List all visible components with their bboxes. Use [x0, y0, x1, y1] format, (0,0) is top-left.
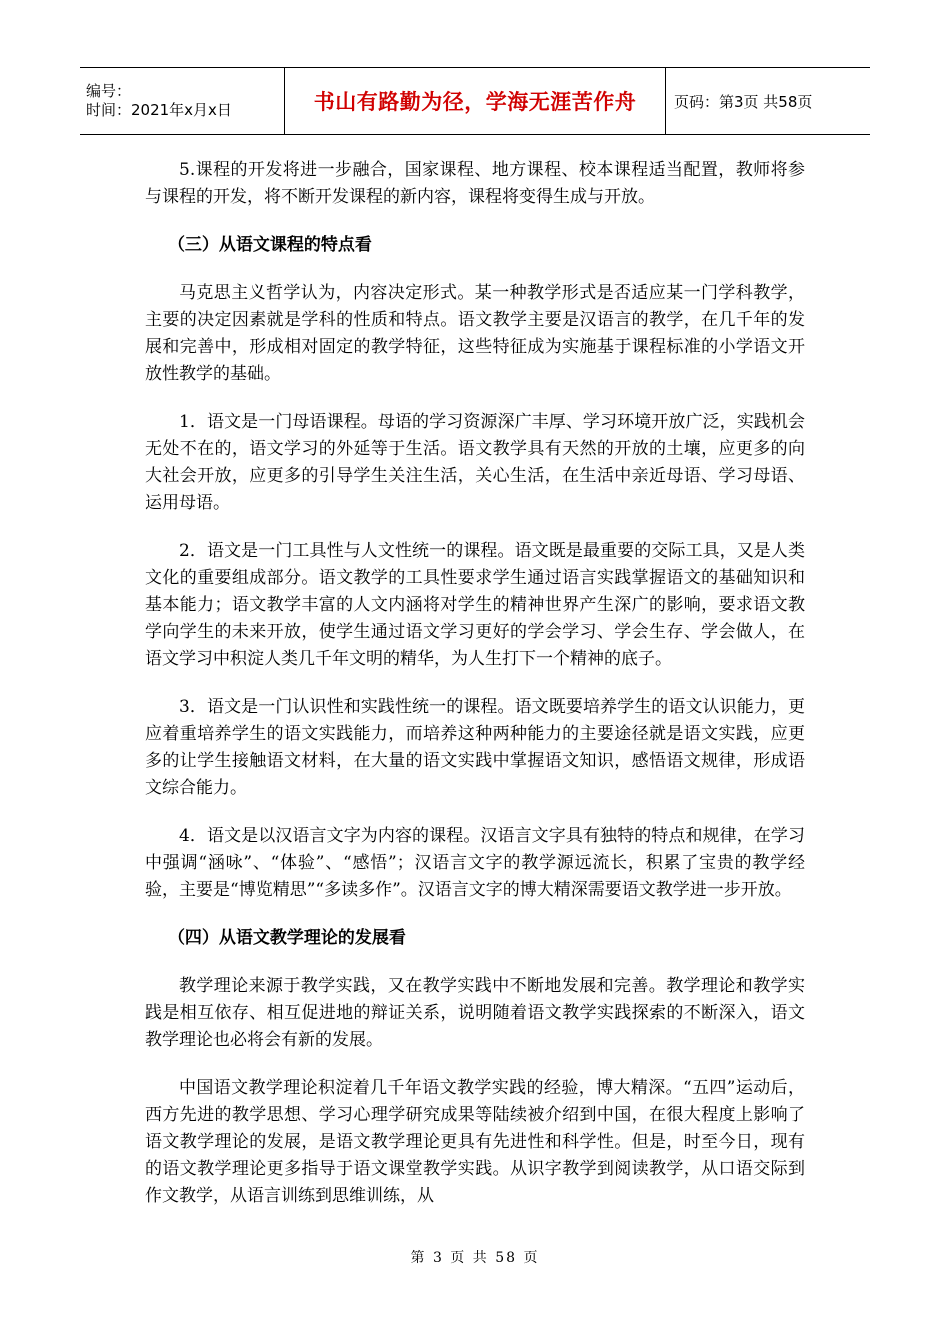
document-body — [145, 157, 805, 1210]
page-footer: 第 3 页 共 58 页 — [410, 1250, 540, 1266]
paragraph-item-1: 1．语文是一门母语课程。母语的学习资源深广丰厚、学习环境开放广泛，实践机会无处不在的，语文学习的外延等于生活。语文教学具有天然的开放的土壤，应更多的向大社会开放，应更多的引导学生关注生活，关心生活，在生活中亲近母语、学习母语、运用母语。 — [145, 412, 805, 513]
header-motto: 书山有路勤为径，学海无涯苦作舟 — [285, 68, 666, 135]
section-heading-3: （三）从语文课程的特点看 — [167, 235, 372, 255]
paragraph-history: 中国语文教学理论积淀着几千年语文教学实践的经验，博大精深。“五四”运动后，西方先进的教学思想、学习心理学研究成果等陆续被介绍到中国，在很大程度上影响了语文教学理论的发展，是语文教学理论更具有先进性和科学性。但是，时至今日，现有的语文教学理论更多指导于语文课堂教学实践。从识字教学到阅读教学，从口语交际到作文教学，从语言训练到思维训练，从 — [145, 1078, 805, 1206]
header-page-number: 页码：第3页 共58页 — [666, 68, 871, 135]
paragraph-5: 5.课程的开发将进一步融合，国家课程、地方课程、校本课程适当配置，教师将参与课程的开发，将不断开发课程的新内容，课程将变得生成与开放。 — [145, 160, 805, 207]
document-number-label: 编号： — [86, 82, 132, 100]
paragraph-intro: 马克思主义哲学认为，内容决定形式。某一种教学形式是否适应某一门学科教学，主要的决定因素就是学科的性质和特点。语文教学主要是汉语言的教学，在几千年的发展和完善中，形成相对固定的教学特征，这些特征成为实施基于课程标准的小学语文开放性教学的基础。 — [145, 283, 805, 384]
document-date-label: 时间：2021年x月x日 — [86, 101, 232, 119]
header-meta-cell — [80, 68, 285, 135]
page-header — [80, 67, 870, 135]
section-heading-4: （四）从语文教学理论的发展看 — [167, 928, 406, 948]
paragraph-item-2: 2．语文是一门工具性与人文性统一的课程。语文既是最重要的交际工具，又是人类文化的重要组成部分。语文教学的工具性要求学生通过语言实践掌握语文的基础知识和基本能力；语文教学丰富的人文内涵将对学生的精神世界产生深广的影响，要求语文教学向学生的未来开放，使学生通过语文学习更好的学会学习、学会生存、学会做人，在语文学习中积淀人类几千年文明的精华，为人生打下一个精神的底子。 — [145, 541, 805, 669]
paragraph-item-3: 3．语文是一门认识性和实践性统一的课程。语文既要培养学生的语文认识能力，更应着重培养学生的语文实践能力，而培养这种两种能力的主要途径就是语文实践，应更多的让学生接触语文材料，在大量的语文实践中掌握语文知识，感悟语文规律，形成语文综合能力。 — [145, 697, 805, 798]
paragraph-theory: 教学理论来源于教学实践，又在教学实践中不断地发展和完善。教学理论和教学实践是相互依存、相互促进地的辩证关系，说明随着语文教学实践探索的不断深入，语文教学理论也必将会有新的发展。 — [145, 976, 805, 1050]
paragraph-item-4: 4．语文是以汉语言文字为内容的课程。汉语言文字具有独特的特点和规律，在学习中强调“涵咏”、“体验”、“感悟”；汉语言文字的教学源远流长，积累了宝贵的教学经验，主要是“博览精思”“多读多作”。汉语言文字的博大精深需要语文教学进一步开放。 — [145, 826, 805, 900]
